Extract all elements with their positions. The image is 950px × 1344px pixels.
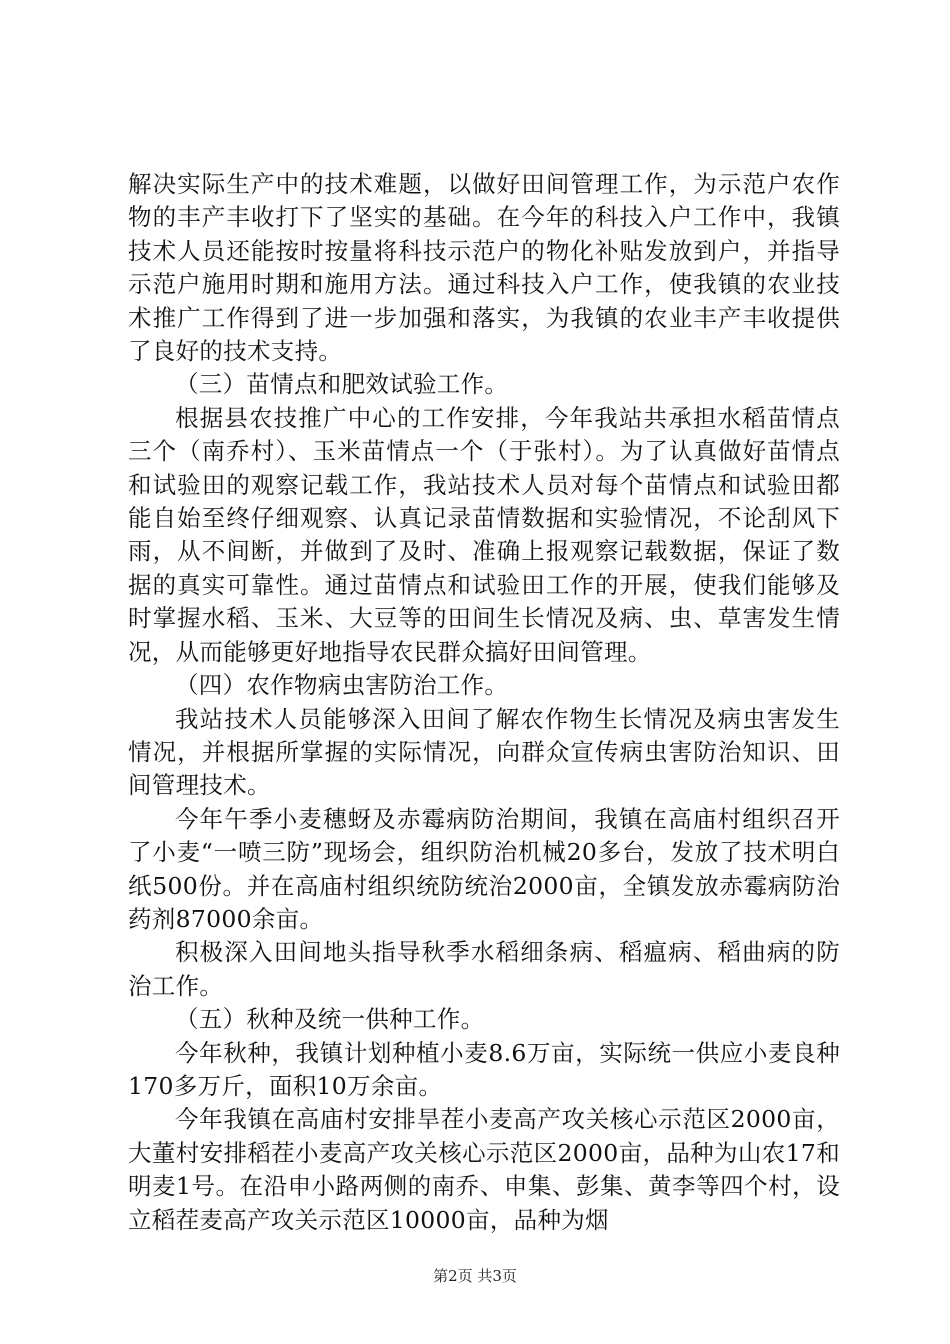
paragraph-4: 今年午季小麦穗蚜及赤霉病防治期间，我镇在高庙村组织召开了小麦“一喷三防”现场会，组织防治机械20多台，发放了技术明白纸500份。并在高庙村组织统防统治2000亩，全镇发放赤霉病防治药剂87000余亩。 xyxy=(128,804,840,933)
paragraph-3: 我站技术人员能够深入田间了解农作物生长情况及病虫害发生情况，并根据所掌握的实际情况，向群众宣传病虫害防治知识、田间管理技术。 xyxy=(128,704,840,800)
paragraph-7: 今年我镇在高庙村安排旱茬小麦高产攻关核心示范区2000亩，大董村安排稻茬小麦高产攻关核心示范区2000亩，品种为山农17和明麦1号。在沿申小路两侧的南乔、申集、彭集、黄李等四个村，设立稻茬麦高产攻关示范区10000亩，品种为烟 xyxy=(128,1105,840,1234)
paragraph-5: 积极深入田间地头指导秋季水稻细条病、稻瘟病、稻曲病的防治工作。 xyxy=(128,938,840,1000)
section-heading-4: （四）农作物病虫害防治工作。 xyxy=(175,671,509,700)
paragraph-6: 今年秋种，我镇计划种植小麦8.6万亩，实际统一供应小麦良种170多万斤，面积10万余亩。 xyxy=(128,1038,840,1100)
section-heading-5: （五）秋种及统一供种工作。 xyxy=(175,1005,485,1034)
paragraph-2: 根据县农技推广中心的工作安排，今年我站共承担水稻苗情点三个（南乔村）、玉米苗情点一个（于张村）。为了认真做好苗情点和试验田的观察记载工作，我站技术人员对每个苗情点和试验田都能自始至终仔细观察、认真记录苗情数据和实验情况，不论刮风下雨，从不间断，并做到了及时、准确上报观察记载数据，保证了数据的真实可靠性。通过苗情点和试验田工作的开展，使我们能够及时掌握水稻、玉米、大豆等的田间生长情况及病、虫、草害发生情况，从而能够更好地指导农民群众搞好田间管理。 xyxy=(128,403,840,666)
document-body xyxy=(128,168,840,1237)
section-heading-3: （三）苗情点和肥效试验工作。 xyxy=(175,370,509,399)
page-footer: 第2页 共3页 xyxy=(433,1267,517,1285)
paragraph-1: 解决实际生产中的技术难题，以做好田间管理工作，为示范户农作物的丰产丰收打下了坚实的基础。在今年的科技入户工作中，我镇技术人员还能按时按量将科技示范户的物化补贴发放到户，并指导示范户施用时期和施用方法。通过科技入户工作，使我镇的农业技术推广工作得到了进一步加强和落实，为我镇的农业丰产丰收提供了良好的技术支持。 xyxy=(128,170,840,366)
